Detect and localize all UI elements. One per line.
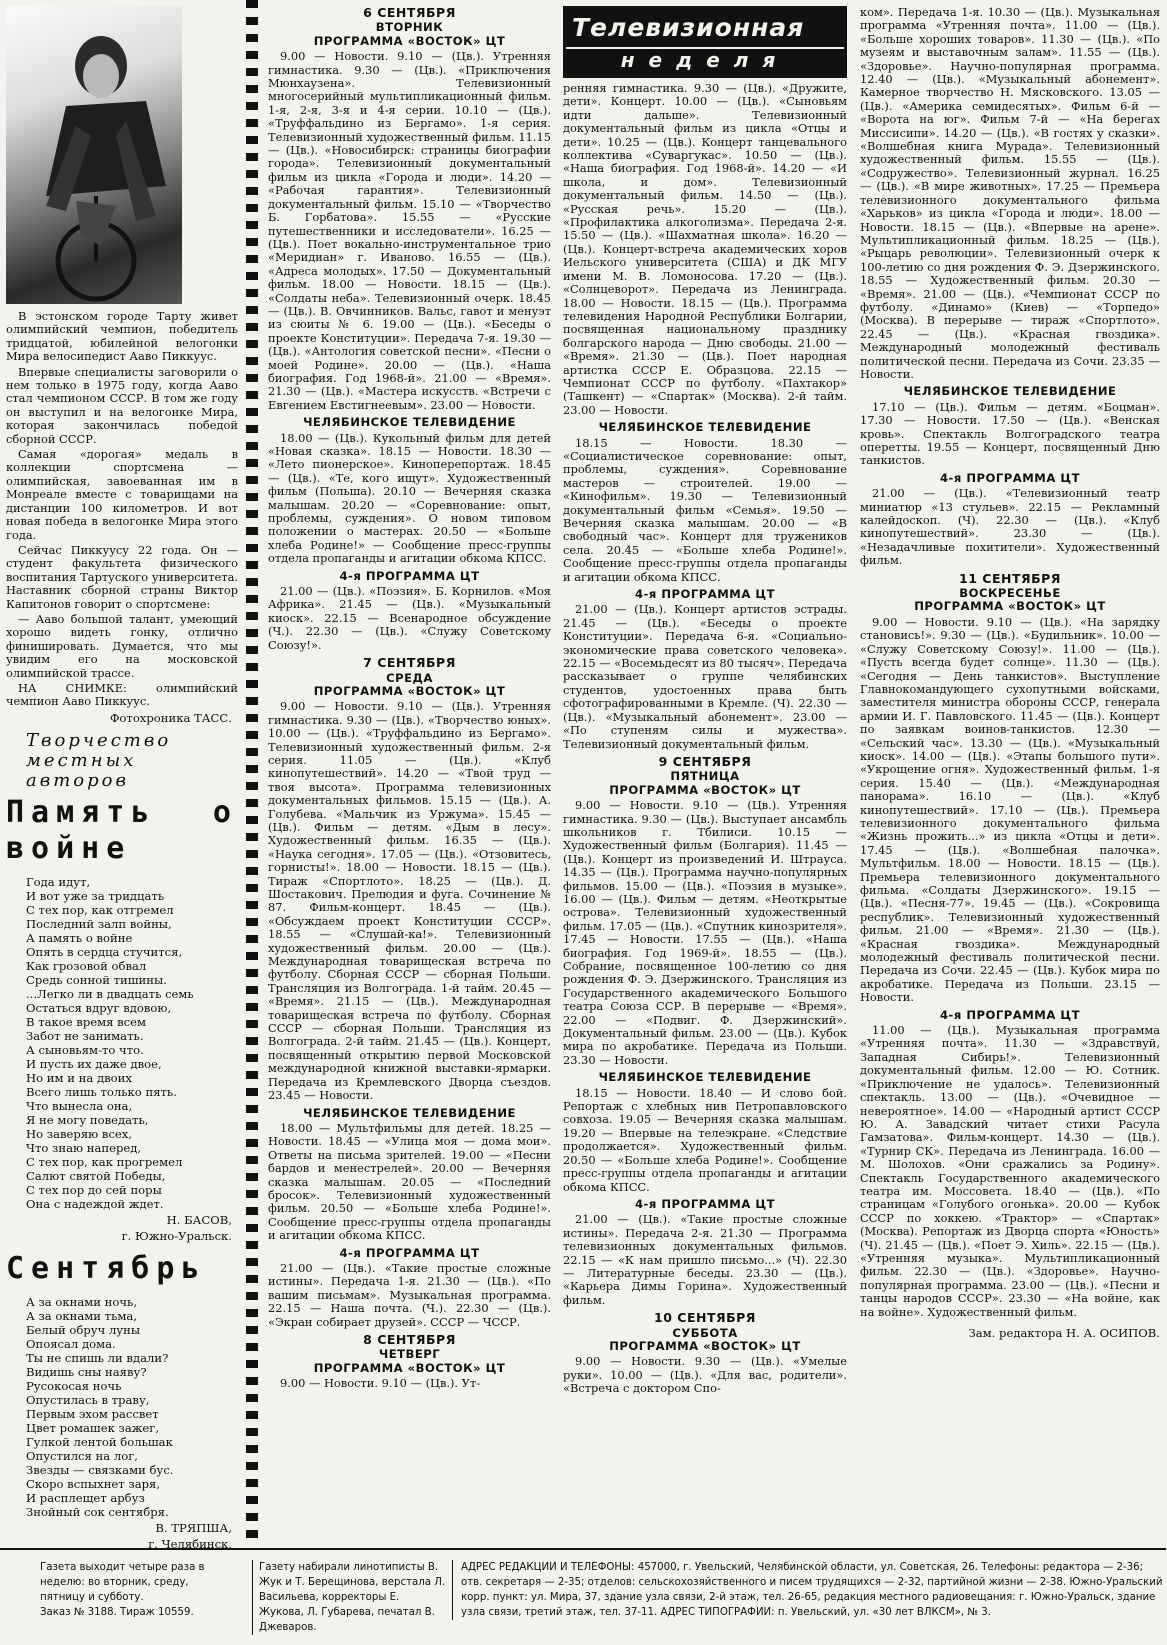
- poem-author-place: г. Челябинск.: [148, 1536, 232, 1551]
- program-heading: ПРОГРАММА «ВОСТОК» ЦТ: [313, 33, 506, 48]
- cyclist-figure-icon: [6, 6, 182, 304]
- column-4: [860, 6, 1160, 1526]
- schedule-text: 21.00 — (Цв.). «Такие простые сложные истины». Передача 1-я. 21.30 — (Цв.). «По вашим письмам». Музыкальная программа. 22.15 — Наша почта. (Ч.). 22.30 — (Цв.). «Экран собирает друзей». СССР — ЧССР.: [268, 1260, 551, 1329]
- article-paragraph: Самая «дорогая» медаль в коллекции спортсмена — олимпийская, завоеванная им в Монреале вместе с товарищами на дистанции 100 километров. И вот новая победа в велогонке Мира этого года.: [6, 447, 238, 542]
- poem-author: Н. БАСОВ,: [166, 1212, 232, 1227]
- masthead-subtitle: неделя: [566, 47, 844, 75]
- schedule-text: 9.00 — Новости. 9.10 — (Цв.). Утренняя гимнастика. 9.30 — (Цв.). Выступает ансамбль школьников г. Тбилиси. 10.15 — Художественный фильм (Болгария). 11.45 — (Цв.). Концерт из произведений И. Штрауса. 14.35 — (Цв.). Программа научно-популярных фильмов. 15.00 — (Цв.). «Поэзия в музыке». 16.00 — (Цв.). Фильм — детям. «Неоткрытые острова». Телевизионный художественный фильм. 17.05 — (Цв.). «Спутник кинозрителя». 17.45 — Новости. 17.55 — (Цв.). «Наша биография. Год 1969-й». 18.55 — (Цв.). Собрание, посвященное 100-летию со дня рождения Ф. Э. Дзержинского. Трансляция из Государственного академического Большого театра Союза ССР. В перерыве — «Время». 22.00 — «Подвиг. Ф. Дзержинский». Документальный фильм. 23.00 — (Цв.). Кубок мира по акробатике. Передача из Польши. 23.30 — Новости.: [563, 798, 847, 1067]
- program-heading: ЧЕЛЯБИНСКОЕ ТЕЛЕВИДЕНИЕ: [303, 415, 516, 430]
- program-heading: ПРОГРАММА «ВОСТОК» ЦТ: [313, 1360, 506, 1375]
- program-heading: 4-я ПРОГРАММА ЦТ: [634, 587, 776, 602]
- order-number: Заказ № 3188. Тираж 10559.: [40, 1607, 194, 1618]
- photo-caption: НА СНИМКЕ: олимпийский чемпион Ааво Пиккуус.: [6, 680, 238, 709]
- day-name: ВТОРНИК: [375, 20, 444, 35]
- day-heading: 10 СЕНТЯБРЯ: [654, 1310, 756, 1326]
- schedule-text: 18.15 — Новости. 18.40 — И слово бой. Репортаж с хлебных нив Петропавловского совхоза. 19.05 — Вечерняя сказка малышам. 19.20 — Впервые на телеэкране. «Следствие продолжается». Художественный фильм. 20.50 — «Больше хлеба Родине!». Сообщение пресс-группы отдела пропаганды и агитации обкома КПСС.: [563, 1085, 847, 1194]
- day-heading: 6 СЕНТЯБРЯ: [363, 5, 456, 20]
- program-heading: ЧЕЛЯБИНСКОЕ ТЕЛЕВИДЕНИЕ: [903, 384, 1117, 399]
- program-heading: ПРОГРАММА «ВОСТОК» ЦТ: [609, 1338, 801, 1353]
- masthead-title: Телевизионная: [566, 9, 844, 47]
- article-paragraph: — Ааво большой талант, умеющий хорошо видеть гонку, отлично финишировать. Думается, что мы увидим его на московской олимпийской трассе.: [6, 611, 238, 680]
- article-paragraph: Сейчас Пиккуусу 22 года. Он — студент факультета физического воспитания Тартуского университета. Наставник сборной страны Виктор Капитонов говорит о спортсмене:: [6, 542, 238, 611]
- tv-week-masthead: [563, 6, 847, 78]
- day-heading: 7 СЕНТЯБРЯ: [363, 655, 456, 671]
- day-name: ПЯТНИЦА: [670, 769, 740, 784]
- photo-credit: Фотохроника ТАСС.: [109, 710, 232, 725]
- schedule-text: ком». Передача 1-я. 10.30 — (Цв.). Музыкальная программа «Утренняя почта». 11.00 — (Цв.). «Больше хороших товаров». 11.30 — (Цв.). «По музеям и выставочным залам». 11.55 — (Цв.). «Здоровье». Научно-популярная программа. 12.40 — (Цв.). «Музыкальный абонемент». Камерное творчество Н. Мясковского. 13.05 — (Цв.). «Америка семидесятых». Фильм 6-й — «Ворота на юг». Фильм 7-й — «На берегах Миссисипи». 14.20 — (Цв.). «В гостях у сказки». «Волшебная книга Мурада». Телевизионный художественный фильм. 15.55 — (Цв.). «Содружество». Телевизионный журнал. 16.25 — (Цв.). «В мире животных». 17.25 — Премьера телевизионного документального фильма «Харьков» из цикла «Города и люди». 18.00 — Новости. 18.15 — (Цв.). «Впервые на арене». Мультипликационный фильм. 18.25 — (Цв.). «Рыцарь революции». Телевизионный очерк к 100-летию со дня рождения Ф. Э. Дзержинского. 18.55 — Художественный фильм. 20.30 — «Время». 21.00 — (Цв.). «Чемпионат СССР по футболу. «Динамо» (Киев) — «Торпедо» (Москва). В перерыве — тираж «Спортлото». 22.45 — (Цв.). «Красная гвоздика». Международный молодежный фестиваль политической песни. Передача из Сочи. 23.35 — Новости.: [860, 5, 1160, 381]
- article-text: [6, 310, 238, 725]
- schedule-text: 18.00 — Мультфильмы для детей. 18.25 — Новости. 18.45 — «Улица моя — дома мои». Ответы на письма зрителей. 19.00 — «Песни бардов и менестрелей». 20.00 — Вечерняя сказка малышам. 20.05 — «Последний бросок». Телевизионный художественный фильм. 20.50 — «Больше хлеба Родине!». Сообщение пресс-группы отдела пропаганды и агитации обкома КПСС.: [268, 1120, 551, 1243]
- schedule-text: 9.00 — Новости. 9.10 — (Цв.). Ут-: [280, 1376, 481, 1391]
- program-heading: ЧЕЛЯБИНСКОЕ ТЕЛЕВИДЕНИЕ: [598, 1070, 812, 1085]
- program-heading: 4-я ПРОГРАММА ЦТ: [339, 1245, 480, 1260]
- page-footer: [0, 1548, 1166, 1645]
- poem-title: Память о войне: [6, 794, 238, 866]
- schedule-text: 21.00 — (Цв.). Концерт артистов эстрады. 21.45 — (Цв.). «Беседы о проекте Конституции». Передача 6-я. «Социально-экономические права советского человека». 22.15 — «Восемьдесят из 80 тысяч». Передача рассказывает о группе челябинских студентов, удостоенных права быть сфотографированными в Кремле. (Ч). 22.30 — (Цв.). «Музыкальный абонемент». 23.00 — «По ступеням силы и мужества». Телевизионный документальный фильм.: [563, 602, 847, 751]
- schedule-text: 9.00 — Новости. 9.10 — (Цв.). «На зарядку становись!». 9.30 — (Цв.). «Будильник». 10.00 — «Служу Советскому Союзу!». 11.00 — (Цв.). «Пусть всегда будет солнце». 11.30 — (Цв.). «Сегодня — День танкистов». Выступление Главнокомандующего сухопутными войсками, заместителя министра обороны СССР, генерала армии И. Г. Павловского. 11.45 — (Цв.). Концерт по заявкам воинов-танкистов. 12.30 — «Сельский час». 13.30 — (Цв.). «Музыкальный киоск». 14.00 — (Цв.). «Этапы большого пути». «Укрощение огня». Художественный фильм. 1-я серия. 15.40 — (Цв.). «Международная панорама». 16.10 — (Цв.). «Клуб кинопутешествий». 17.10 — (Цв.). Премьера телевизионного документального фильма «Жизнь прожить...» из цикла «Отцы и дети». 17.45 — (Цв.). «Волшебная палочка». Мультфильм. 18.00 — Новости. 18.15 — (Цв.). Премьера телевизионного документального фильма. «Солдаты Дзержинского». 19.15 — (Цв.). «Песня-77». 19.45 — (Цв.). «Сокровища республик». Телевизионный художественный фильм. 21.00 — «Время». 21.30 — (Цв.). «Красная гвоздика». Международный молодежный фестиваль политической песни. Передача из Сочи. 22.45 — (Цв.). Кубок мира по акробатике. Передача из Польши. 23.15 — Новости.: [860, 614, 1160, 1005]
- schedule-text: 21.00 — (Цв.). «Телевизионный театр миниатюр «13 стульев». 22.15 — Рекламный калейдоскоп. (Ч). 22.30 — (Цв.). «Клуб кинопутешествий». 23.30 — (Цв.). «Незадачливые похитители». Художественный фильм.: [860, 486, 1160, 568]
- column-2: [268, 6, 551, 1526]
- schedule-text: 9.00 — Новости. 9.30 — (Цв.). «Умелые руки». 10.00 — (Цв.). «Для вас, родители». «Встреча с доктором Спо-: [563, 1354, 847, 1396]
- day-name: СУББОТА: [672, 1325, 738, 1340]
- article-paragraph: В эстонском городе Тарту живет олимпийский чемпион, победитель тридцатой, юбилейной велогонки Мира велосипедист Ааво Пиккуус.: [6, 309, 238, 364]
- article-paragraph: Впервые специалисты заговорили о нем только в 1975 году, когда Ааво стал чемпионом СССР. В том же году он выступил и на велогонке Мира, которая закончилась победой сборной СССР.: [6, 364, 238, 446]
- day-heading: 9 СЕНТЯБРЯ: [658, 753, 752, 769]
- footer-staff: Газету набирали линотиписты В. Жук и Т. Берещинова, верстала Л. Васильева, корректоры Е. Жукова, Л. Губарева, печатал В. Джеваров.: [252, 1560, 447, 1635]
- poem-text: Года идут, И вот уже за тридцать С тех пор, как отгремел Последний залп войны, А память о войне Опять в сердца стучится, Как грозовой обвал Средь сонной тишины. ...Легко ли в двадцать семь Остаться вдруг вдовою, В такое время всем Забот не занимать. А сыновьям-то что. И пусть их даже двое, Но им и на двоих Всего лишь только пять. Что вынесла она, Я не могу поведать, Но заверяю всех, Что знаю наперед, С тех пор, как прогремел Салют святой Победы, С тех пор до сей поры Она с надеждой ждет.: [26, 874, 194, 1211]
- footer-address: АДРЕС РЕДАКЦИИ И ТЕЛЕФОНЫ: 457000, г. Увельский, Челябинской области, ул. Советская, 26. Телефоны: редактора — 2-36; отв. секретаря — 2-35; отделов: сельскохозяйственного и писем трудящихся — 2-32, партийной жизни — 2-38. Южно-Уральский корр. пункт: ул. Мира, 37, здание узла связи, 2-й этаж, тел. 26-65, редакция местного радиовещания: г. Южно-Уральск, здание узла связи, третий этаж, тел. 37-11. АДРЕС ТИПОГРАФИИ: п. Увельский, ул. «30 лет ВЛКСМ», № 3.: [452, 1560, 1167, 1620]
- footer-issue-info: [40, 1560, 218, 1620]
- program-heading: 4-я ПРОГРАММА ЦТ: [634, 1196, 776, 1211]
- day-name: СРЕДА: [386, 670, 433, 685]
- schedule-text: 18.15 — Новости. 18.30 — «Социалистическое соревнование: опыт, проблемы, суждения». Соревнование мастеров — строителей. 19.00 — «Кинофильм». 19.30 — Телевизионный документальный фильм «Семья». 19.50 — Вечерняя сказка малышам. 20.00 — «В свободный час». Концерт для тружеников села. 20.45 — «Больше хлеба Родине!». Сообщение пресс-группы отдела пропаганды и агитации обкома КПСС.: [563, 435, 847, 584]
- day-heading: 8 СЕНТЯБРЯ: [363, 1332, 456, 1347]
- day-name: ЧЕТВЕРГ: [378, 1347, 441, 1362]
- issue-schedule: Газета выходит четыре раза в неделю: во вторник, среду, пятницу и субботу.: [40, 1562, 205, 1603]
- program-heading: 4-я ПРОГРАММА ЦТ: [339, 568, 480, 583]
- column-3: [563, 6, 847, 1526]
- schedule-text: 17.10 — (Цв.). Фильм — детям. «Боцман». 17.30 — Новости. 17.50 — (Цв.). «Венская кровь». Спектакль Волгоградского театра оперетты. 19.55 — Концерт, посвященный Дню танкистов.: [860, 399, 1160, 468]
- day-heading: 11 СЕНТЯБРЯ: [959, 570, 1061, 586]
- program-heading: ЧЕЛЯБИНСКОЕ ТЕЛЕВИДЕНИЕ: [303, 1105, 516, 1120]
- cyclist-photo: [6, 6, 182, 304]
- poem-text: А за окнами ночь, А за окнами тьма, Белый обруч луны Опоясал дома. Ты не спишь ли вдали? Видишь сны наяву? Русокосая ночь Опустилась в траву, Первым эхом рассвет Цвет ромашек зажег, Гулкой лентой большак Опустился на лог, Звезды — связками бус. Скоро вспыхнет заря, И расплещет арбуз Знойный сок сентября.: [26, 1294, 174, 1519]
- poem-author-place: г. Южно-Уральск.: [121, 1228, 232, 1243]
- schedule-text: ренняя гимнастика. 9.30 — (Цв.). «Дружите, дети». Концерт. 10.00 — (Цв.). «Сыновьям идти дальше». Телевизионный документальный фильм из цикла «Отцы и дети». 10.25 — (Цв.). Концерт танцевального коллектива «Суваргукас». 10.50 — (Цв.). «Наша биография. Год 1968-й». 14.20 — «И школа, и дом». Телевизионный документальный фильм. 14.50 — (Цв.). «Русская речь». 15.20 — (Цв.). «Профилактика алкоголизма». Передача 2-я. 15.50 — (Цв.). «Шахматная школа». 16.20 — (Цв.). Концерт-встреча академических хоров Иельского университета (США) и ДК МГУ имени М. В. Ломоносова. 17.20 — (Цв.). «Солнцеворот». Передача из Ленинграда. 18.00 — Новости. 18.15 — (Цв.). Программа телевидения Народной Республики Болгарии, посвященная национальному празднику болгарского народа — Дню свободы. 21.00 — «Время». 21.30 — (Цв.). Поет народная артистка СССР Е. Образцова. 22.15 — Чемпионат СССР по футболу. «Пахтакор» (Ташкент) — «Спартак» (Москва). 2-й тайм. 23.00 — Новости.: [563, 81, 847, 417]
- schedule-text: 18.00 — (Цв.). Кукольный фильм для детей «Новая сказка». 18.15 — Новости. 18.30 — «Лето пионерское». Киноперепортаж. 18.45 — (Цв.). «Те, кого ищут». Художественный фильм (Польша). 20.10 — Вечерняя сказка малышам. 20.20 — «Соревнование: опыт, проблемы, суждения». О новом типовом положении о мастерах. 20.50 — «Больше хлеба Родине!» — Сообщение пресс-группы отдела пропаганды и агитации обкома КПСС.: [268, 430, 551, 566]
- program-heading: 4-я ПРОГРАММА ЦТ: [939, 470, 1081, 485]
- column-1: [6, 6, 238, 1551]
- program-heading: ПРОГРАММА «ВОСТОК» ЦТ: [609, 782, 801, 797]
- schedule-text: 21.00 — (Цв.). «Поэзия». Б. Корнилов. «Моя Африка». 21.45 — (Цв.). «Музыкальный киоск». 22.15 — Всенародное обсуждение (Ч.). 22.30 — (Цв.). «Служу Советскому Союзу!».: [268, 584, 551, 652]
- schedule-text: 11.00 — (Цв.). Музыкальная программа «Утренняя почта». 11.30 — «Здравствуй, Западная Сибирь!». Телевизионный документальный фильм. 12.00 — Ю. Сотник. «Приключение не удалось». Телевизионный спектакль. 13.00 — (Цв.). «Очевидное — невероятное». 14.00 — «Народный артист СССР Ю. А. Завадский читает стихи Расула Гамзатова». Фильм-концерт. 14.30 — (Цв.). «Турнир СК». Передача из Ленинграда. 16.00 — М. Шолохов. «Они сражались за Родину». Спектакль Государственного академического театра им. Моссовета. 18.40 — (Цв.). «По страницам «Голубого огонька». 20.00 — Кубок СССР по хоккею. «Трактор» — «Спартак» (Москва). Репортаж из Дворца спорта «Юность» (Ч). 21.45 — (Цв.). «Поет Э. Хиль». 22.15 — (Цв.). «Утренняя музыка». Мультипликационный фильм. 22.30 — (Цв.). «Здоровье». Научно-популярная программа. 23.00 — (Цв.). «Песни и танцы народов СССР». 23.30 — «На войне, как на войне». Художественный фильм.: [860, 1023, 1160, 1319]
- section-rubric: Творчество местных авторов: [26, 729, 172, 791]
- program-heading: ПРОГРАММА «ВОСТОК» ЦТ: [914, 599, 1106, 614]
- program-heading: 4-я ПРОГРАММА ЦТ: [939, 1007, 1081, 1022]
- day-name: ВОСКРЕСЕНЬЕ: [959, 586, 1061, 601]
- editor-signature: Зам. редактора Н. А. ОСИПОВ.: [968, 1326, 1160, 1340]
- schedule-text: 9.00 — Новости. 9.10 — (Цв.). Утренняя гимнастика. 9.30 — (Цв.). «Творчество юных». 10.00 — (Цв.). «Труффальдино из Бергамо». Телевизионный художественный фильм. 2-я серия. 11.05 — (Цв.). «Клуб кинопутешествий». 14.20 — «Твой труд — твоя высота». Программа телевизионных документальных фильмов. 15.15 — (Цв.). А. Голубева. «Мальчик из Уржума». 15.45 — (Цв.). Фильм — детям. «Дым в лесу». Художественный фильм. 16.35 — (Цв.). «Наука сегодня». 17.05 — (Цв.). «Отзовитесь, горнисты!». 18.00 — Новости. 18.15 — (Цв.). Тираж «Спортлото». 18.25 — (Цв.). Д. Шостакович. Прелюдия и фуга. Сочинение № 87. Фильм-концерт. 18.45 — (Цв.). «Обсуждаем проект Конституции СССР». 18.55 — «Слушай-ка!». Телевизионный художественный фильм. 20.00 — (Цв.). Международная товарищеская встреча по футболу. Сборная СССР — сборная Польши. Трансляция из Волгограда. 1-й тайм. 20.45 — «Время». 21.15 — (Цв.). Международная товарищеская встреча по футболу. Сборная СССР — сборная Польши. Трансляция из Волгограда. 2-й тайм. 21.45 — (Цв.). Концерт, посвященный открытию первой Московской международной книжной выставки-ярмарки. Передача из Кремлевского Дворца съездов. 23.45 — Новости.: [268, 699, 551, 1103]
- program-heading: ЧЕЛЯБИНСКОЕ ТЕЛЕВИДЕНИЕ: [598, 420, 812, 435]
- poem-author: В. ТРЯПША,: [155, 1520, 232, 1535]
- poem-title: Сентябрь: [6, 1250, 207, 1286]
- schedule-text: 9.00 — Новости. 9.10 — (Цв.). Утренняя гимнастика. 9.30 — (Цв.). «Приключения Мюнхаузена». Телевизионный многосерийный мультипликационный фильм. 1-я, 2-я, 3-я и 4-я серии. 10.10 — (Цв.). «Труффальдино из Бергамо». 1-я серия. Телевизионный художественный фильм. 11.15 — (Цв.). «Новосибирск: страницы биографии города». Телевизионный документальный фильм из цикла «Города и люди». 14.20 — «Рабочая гарантия». Телевизионный документальный фильм. 15.10 — «Творчество Б. Горбатова». 15.55 — «Русские путешественники и исследователи». 16.25 — (Цв.). Поет вокально-инструментальное трио «Меридиан» г. Иваново. 16.55 — (Цв.). «Адреса молодых». 17.50 — Документальный фильм. 18.00 — Новости. 18.15 — (Цв.). «Солдаты неба». Телевизионный очерк. 18.45 — (Цв.). В. Овчинников. Вальс, гавот и менуэт из сюиты № 6. 19.00 — (Цв.). «Беседы о проекте Конституции». Передача 7-я. 19.30 — (Цв.). «Антология советской песни». «Песни о моей Родине». 20.00 — (Цв.). «Наша биография. Год 1968-й». 21.00 — «Время». 21.30 — (Цв.). «Мастера искусств. «Встречи с Евгением Евстигнеевым». 23.00 — Новости.: [268, 49, 551, 412]
- column-divider: [246, 0, 258, 1543]
- schedule-text: 21.00 — (Цв.). «Такие простые сложные истины». Передача 2-я. 21.30 — Программа телевизионных документальных фильмов. 22.15 — «К нам пришло письмо...» (Ч). 22.30 — Литературные беседы. 23.30 — (Цв.). «Карьера Димы Горина». Художественный фильм.: [563, 1212, 847, 1307]
- program-heading: ПРОГРАММА «ВОСТОК» ЦТ: [313, 683, 506, 698]
